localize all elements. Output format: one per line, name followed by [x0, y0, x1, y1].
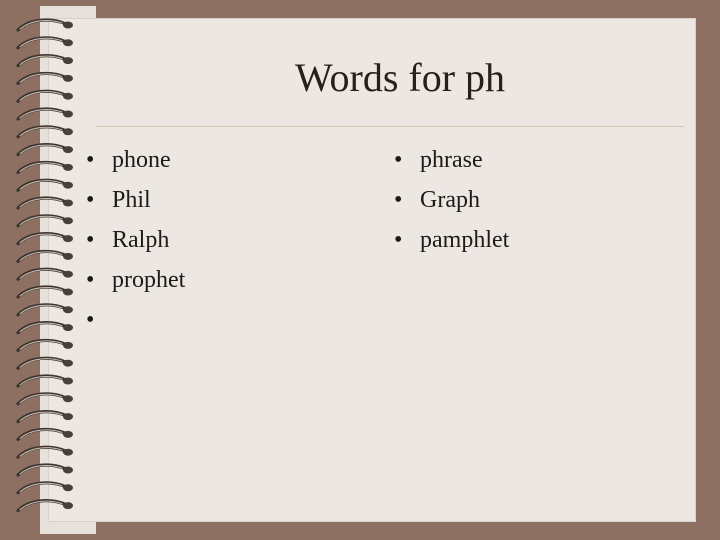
spiral-ring	[18, 412, 73, 422]
list-item	[86, 300, 185, 340]
spiral-ring	[18, 501, 73, 511]
list-item	[86, 140, 185, 180]
bullet: •	[86, 187, 95, 213]
title-divider	[96, 126, 684, 127]
list-item	[394, 180, 509, 220]
spiral-ring	[18, 20, 73, 30]
bullet: •	[86, 227, 95, 253]
spiral-ring	[18, 145, 73, 155]
bullet: •	[86, 307, 95, 333]
spiral-ring	[18, 38, 73, 48]
spiral-ring	[18, 358, 73, 368]
right-word-list	[394, 140, 509, 260]
spiral-ring	[18, 251, 73, 261]
spiral-ring	[18, 127, 73, 137]
bullet: •	[394, 187, 403, 213]
spiral-ring	[18, 376, 73, 386]
list-item	[394, 220, 509, 260]
spiral-ring	[18, 340, 73, 350]
list-item-text: phrase	[420, 147, 483, 173]
bullet: •	[394, 147, 403, 173]
list-item	[86, 260, 185, 300]
bullet: •	[394, 227, 403, 253]
spiral-ring	[18, 305, 73, 315]
spiral-ring	[18, 429, 73, 439]
spiral-ring	[18, 180, 73, 190]
spiral-ring	[18, 216, 73, 226]
list-item	[86, 180, 185, 220]
slide-title: Words for ph	[294, 55, 506, 100]
spiral-ring	[18, 269, 73, 279]
list-item	[394, 140, 509, 180]
spiral-ring	[18, 109, 73, 119]
spiral-ring	[18, 394, 73, 404]
list-item-text: Phil	[112, 187, 151, 213]
spiral-ring	[18, 91, 73, 101]
spiral-binding	[0, 0, 96, 540]
spiral-ring	[18, 447, 73, 457]
spiral-ring	[18, 465, 73, 475]
spiral-ring	[18, 287, 73, 297]
list-item	[86, 220, 185, 260]
spiral-ring	[18, 198, 73, 208]
spiral-ring	[18, 234, 73, 244]
list-item-text: Graph	[420, 187, 480, 213]
bullet: •	[86, 147, 95, 173]
list-item-text: phone	[112, 147, 171, 173]
list-item-text: prophet	[112, 267, 186, 293]
left-word-list	[86, 140, 185, 340]
bullet: •	[86, 267, 95, 293]
spiral-ring	[18, 483, 73, 493]
list-item-text: pamphlet	[420, 227, 510, 253]
spiral-ring	[18, 162, 73, 172]
spiral-ring	[18, 56, 73, 66]
spiral-ring	[18, 323, 73, 333]
spiral-ring	[18, 73, 73, 83]
list-item-text: Ralph	[112, 227, 170, 253]
